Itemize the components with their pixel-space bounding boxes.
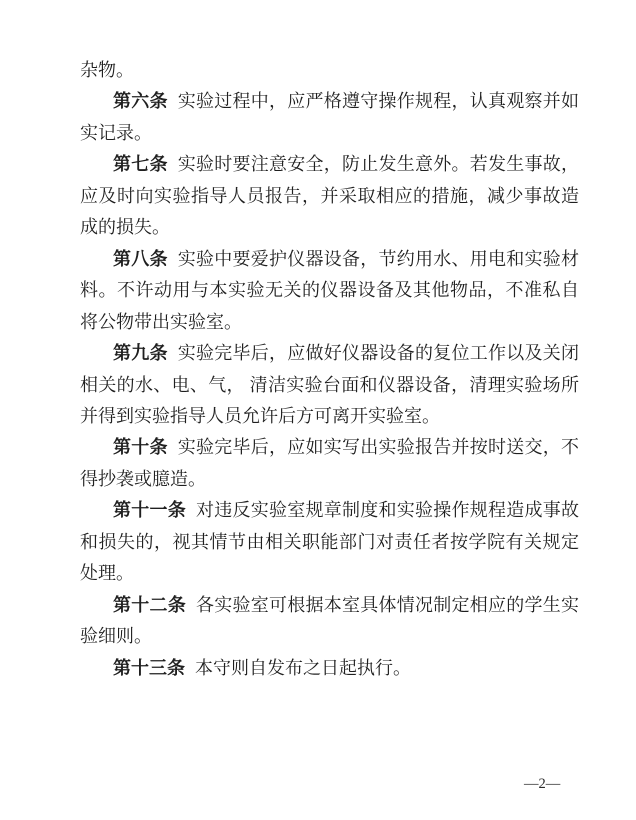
paragraph	[80, 86, 579, 149]
article-number-label: 第八条	[113, 248, 168, 269]
page-number: —2—	[524, 776, 561, 792]
paragraph	[80, 653, 579, 684]
paragraph-text: 实验时要注意安全，防止发生意外。若发生事故，应及时向实验指导人员报告，并采取相应的措施，减少事故造成的损失。	[80, 154, 579, 238]
article-number-label: 第十二条	[113, 594, 186, 615]
paragraph	[80, 149, 579, 243]
article-number-label: 第十一条	[113, 500, 186, 521]
article-number-label: 第六条	[113, 91, 168, 112]
paragraph-text: 杂物。	[80, 60, 134, 80]
paragraph	[80, 495, 579, 589]
paragraph-text: 各实验室可根据本室具体情况制定相应的学生实验细则。	[80, 594, 579, 647]
article-number-label: 第九条	[113, 343, 168, 364]
document-body	[80, 55, 579, 684]
paragraph	[80, 590, 579, 653]
article-number-label: 第十三条	[113, 657, 185, 678]
paragraph	[80, 244, 579, 338]
article-number-label: 第七条	[113, 154, 168, 175]
paragraph-text: 实验完毕后，应如实写出实验报告并按时送交，不得抄袭或臆造。	[80, 437, 579, 489]
paragraph-text: 实验完毕后，应做好仪器设备的复位工作以及关闭相关的水、电、气， 清洁实验台面和仪器设备，清理实验场所并得到实验指导人员允许后方可离开实验室。	[80, 343, 579, 426]
paragraph-text: 实验过程中，应严格遵守操作规程，认真观察并如实记录。	[80, 91, 579, 143]
paragraph-text: 对违反实验室规章制度和实验操作规程造成事故和损失的，视其情节由相关职能部门对责任者按学院有关规定处理。	[80, 500, 579, 584]
paragraph-text: 本守则自发布之日起执行。	[195, 657, 411, 678]
paragraph-text: 实验中要爱护仪器设备，节约用水、用电和实验材料。不许动用与本实验无关的仪器设备及其他物品，不准私自将公物带出实验室。	[80, 248, 579, 332]
paragraph	[80, 338, 579, 432]
article-number-label: 第十条	[113, 437, 168, 458]
paragraph	[80, 432, 579, 495]
paragraph	[80, 55, 579, 86]
